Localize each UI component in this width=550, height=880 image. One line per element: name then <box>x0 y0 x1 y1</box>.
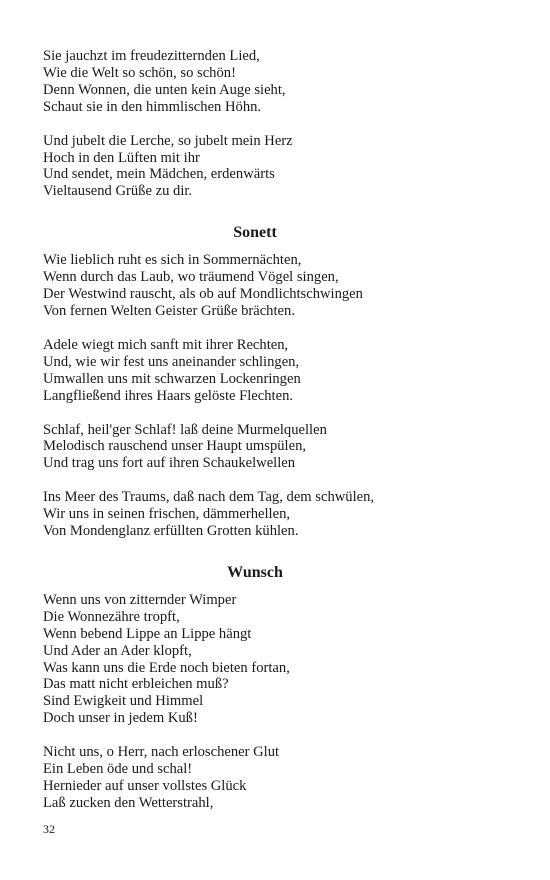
stanza <box>43 489 513 540</box>
stanza <box>43 592 513 727</box>
verse-line: Von Mondenglanz erfüllten Grotten kühlen. <box>43 523 299 540</box>
verse-line: Nicht uns, o Herr, nach erloschener Glut <box>43 744 280 761</box>
stanza <box>43 133 513 201</box>
verse-line: Denn Wonnen, die unten kein Auge sieht, <box>43 81 286 98</box>
verse-line: Langfließend ihres Haars gelöste Flechten. <box>43 387 294 404</box>
verse-line: Der Westwind rauscht, als ob auf Mondlichtschwingen <box>43 286 363 303</box>
verse-line: Und jubelt die Lerche, so jubelt mein Herz <box>43 132 293 149</box>
verse-line: Was kann uns die Erde noch bieten fortan, <box>43 659 290 676</box>
poem-title-wunsch: Wunsch <box>227 563 283 581</box>
verse-line: Und Ader an Ader klopft, <box>43 642 192 659</box>
stanza <box>43 48 513 116</box>
verse-line: Melodisch rauschend unser Haupt umspülen, <box>43 438 307 455</box>
verse-line: Wir uns in seinen frischen, dämmerhellen, <box>43 506 291 523</box>
verse-line: Wie lieblich ruht es sich in Sommernächten, <box>43 252 302 269</box>
verse-line: Ins Meer des Traums, daß nach dem Tag, dem schwülen, <box>43 489 375 506</box>
verse-line: Und trag uns fort auf ihren Schaukelwellen <box>43 455 296 472</box>
verse-line: Von fernen Welten Geister Grüße brächten. <box>43 302 295 319</box>
stanza <box>43 337 513 405</box>
verse-line: Und sendet, mein Mädchen, erdenwärts <box>43 166 275 183</box>
verse-line: Wenn uns von zitternder Wimper <box>43 591 237 608</box>
poem-title-sonett: Sonett <box>233 224 277 242</box>
stanza <box>43 744 513 812</box>
verse-line: Laß zucken den Wetterstrahl, <box>43 794 214 811</box>
verse-line: Doch unser in jedem Kuß! <box>43 710 198 727</box>
verse-line: Hernieder auf unser vollstes Glück <box>43 778 247 794</box>
book-page <box>43 48 513 812</box>
verse-line: Ein Leben öde und schal! <box>43 761 193 778</box>
verse-line: Und, wie wir fest uns aneinander schlingen, <box>43 353 300 370</box>
verse-line: Sie jauchzt im freudezitternden Lied, <box>43 48 260 64</box>
stanza <box>43 252 513 320</box>
verse-line: Schlaf, heil'ger Schlaf! laß deine Murmelquellen <box>43 421 327 438</box>
verse-line: Wenn bebend Lippe an Lippe hängt <box>43 625 252 642</box>
verse-line: Adele wiegt mich sanft mit ihrer Rechten, <box>43 336 289 353</box>
verse-line: Umwallen uns mit schwarzen Lockenringen <box>43 370 301 387</box>
verse-line: Wenn durch das Laub, wo träumend Vögel singen, <box>43 269 339 286</box>
verse-line: Wie die Welt so schön, so schön! <box>43 64 236 81</box>
verse-line: Die Wonnezähre tropft, <box>43 608 180 625</box>
page-number: 32 <box>43 822 55 836</box>
stanza <box>43 422 513 473</box>
verse-line: Schaut sie in den himmlischen Höhn. <box>43 98 262 115</box>
verse-line: Sind Ewigkeit und Himmel <box>43 693 204 710</box>
verse-line: Vieltausend Grüße zu dir. <box>43 183 193 200</box>
verse-line: Hoch in den Lüften mit ihr <box>43 149 200 166</box>
verse-line: Das matt nicht erbleichen muß? <box>43 676 229 693</box>
